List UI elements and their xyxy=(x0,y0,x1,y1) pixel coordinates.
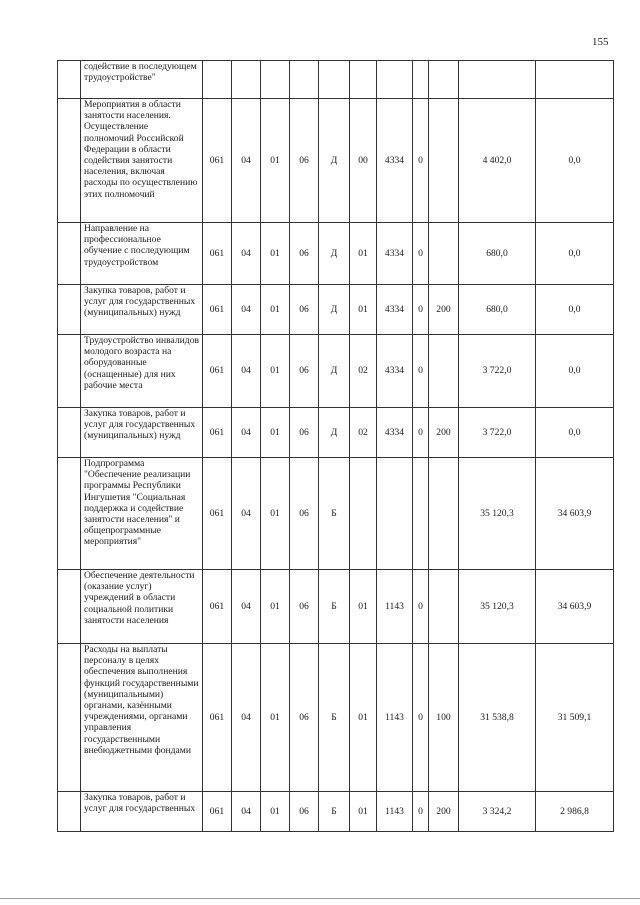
cell-grbs: 061 xyxy=(203,223,232,285)
cell-grbs xyxy=(203,61,232,99)
cell-vr xyxy=(429,570,459,644)
cell-sum1: 31 538,8 xyxy=(459,644,536,792)
cell-p1: 06 xyxy=(290,223,319,285)
blank-cell xyxy=(58,285,81,335)
cell-rz: 04 xyxy=(232,570,261,644)
cell-sum1: 680,0 xyxy=(459,285,536,335)
table-row xyxy=(58,644,614,792)
cell-sum2: 0,0 xyxy=(536,99,614,223)
cell-sum1: 3 722,0 xyxy=(459,335,536,408)
table-row xyxy=(58,570,614,644)
cell-name: Подпрограмма "Обеспечение реализации программы Республики Ингушетия "Социальная поддержка и содействие занятости населения" и общепрограммные мероприятия" xyxy=(81,458,203,570)
cell-p4: 4334 xyxy=(377,408,413,458)
cell-p5 xyxy=(413,458,429,570)
cell-grbs: 061 xyxy=(203,570,232,644)
cell-p4: 4334 xyxy=(377,285,413,335)
cell-rz: 04 xyxy=(232,792,261,832)
cell-p2 xyxy=(319,61,350,99)
table-row xyxy=(58,335,614,408)
cell-vr: 200 xyxy=(429,792,459,832)
cell-p1: 06 xyxy=(290,285,319,335)
cell-p2: Д xyxy=(319,223,350,285)
cell-pr: 01 xyxy=(261,644,290,792)
cell-sum1: 4 402,0 xyxy=(459,99,536,223)
table-row xyxy=(58,99,614,223)
cell-pr xyxy=(261,61,290,99)
cell-vr xyxy=(429,61,459,99)
cell-grbs: 061 xyxy=(203,285,232,335)
table-row xyxy=(58,458,614,570)
cell-p3: 01 xyxy=(350,792,377,832)
cell-sum1 xyxy=(459,61,536,99)
table-row xyxy=(58,223,614,285)
cell-rz xyxy=(232,61,261,99)
blank-cell xyxy=(58,644,81,792)
cell-p2: Б xyxy=(319,458,350,570)
cell-sum2: 0,0 xyxy=(536,285,614,335)
cell-p3: 01 xyxy=(350,644,377,792)
cell-sum2: 31 509,1 xyxy=(536,644,614,792)
cell-name: Обеспечение деятельности (оказание услуг) учреждений в области социальной политики занятости населения xyxy=(81,570,203,644)
cell-rz: 04 xyxy=(232,408,261,458)
cell-p2: Д xyxy=(319,335,350,408)
cell-sum1: 35 120,3 xyxy=(459,570,536,644)
cell-p3: 01 xyxy=(350,285,377,335)
cell-p3: 02 xyxy=(350,335,377,408)
cell-p1 xyxy=(290,61,319,99)
cell-p2: Б xyxy=(319,570,350,644)
page-bottom-rule xyxy=(0,898,640,899)
cell-p1: 06 xyxy=(290,792,319,832)
blank-cell xyxy=(58,335,81,408)
cell-p1: 06 xyxy=(290,408,319,458)
cell-sum1: 680,0 xyxy=(459,223,536,285)
cell-p1: 06 xyxy=(290,644,319,792)
cell-p3: 00 xyxy=(350,99,377,223)
cell-sum2 xyxy=(536,61,614,99)
cell-p5: 0 xyxy=(413,408,429,458)
cell-pr: 01 xyxy=(261,408,290,458)
cell-p1: 06 xyxy=(290,570,319,644)
cell-p2: Б xyxy=(319,644,350,792)
cell-p5 xyxy=(413,61,429,99)
cell-pr: 01 xyxy=(261,570,290,644)
cell-sum1: 3 722,0 xyxy=(459,408,536,458)
cell-sum2: 34 603,9 xyxy=(536,458,614,570)
cell-sum2: 0,0 xyxy=(536,335,614,408)
cell-pr: 01 xyxy=(261,792,290,832)
cell-sum1: 3 324,2 xyxy=(459,792,536,832)
cell-name: Закупка товаров, работ и услуг для государственных (муниципальных) нужд xyxy=(81,285,203,335)
cell-pr: 01 xyxy=(261,99,290,223)
cell-name: Трудоустройство инвалидов молодого возраста на оборудованные (оснащенные) для них рабочие места xyxy=(81,335,203,408)
cell-p4: 1143 xyxy=(377,570,413,644)
cell-vr: 200 xyxy=(429,408,459,458)
cell-p5: 0 xyxy=(413,792,429,832)
cell-p1: 06 xyxy=(290,335,319,408)
cell-p2: Б xyxy=(319,792,350,832)
cell-p1: 06 xyxy=(290,458,319,570)
cell-p4 xyxy=(377,61,413,99)
cell-p3: 01 xyxy=(350,570,377,644)
cell-pr: 01 xyxy=(261,335,290,408)
cell-rz: 04 xyxy=(232,99,261,223)
cell-p4: 1143 xyxy=(377,644,413,792)
cell-rz: 04 xyxy=(232,458,261,570)
cell-p2: Д xyxy=(319,99,350,223)
cell-vr: 200 xyxy=(429,285,459,335)
page-number: 155 xyxy=(592,36,609,48)
cell-vr xyxy=(429,335,459,408)
table-row xyxy=(58,408,614,458)
cell-p5: 0 xyxy=(413,99,429,223)
cell-name: Мероприятия в области занятости населения. Осуществление полномочий Российской Федерации в области содействия занятости населения, включая расходы по осуществлению этих полномочий xyxy=(81,99,203,223)
cell-rz: 04 xyxy=(232,644,261,792)
cell-grbs: 061 xyxy=(203,335,232,408)
table-row xyxy=(58,792,614,832)
cell-sum2: 34 603,9 xyxy=(536,570,614,644)
cell-name: Расходы на выплаты персоналу в целях обеспечения выполнения функций государственными (муниципальными) органами, казёнными учреждениями, органами управления государственными внебюджетными фондами xyxy=(81,644,203,792)
cell-p5: 0 xyxy=(413,335,429,408)
cell-p5: 0 xyxy=(413,644,429,792)
blank-cell xyxy=(58,792,81,832)
cell-vr xyxy=(429,99,459,223)
cell-name: содействие в последующем трудоустройстве" xyxy=(81,61,203,99)
cell-grbs: 061 xyxy=(203,644,232,792)
cell-rz: 04 xyxy=(232,223,261,285)
cell-rz: 04 xyxy=(232,285,261,335)
cell-rz: 04 xyxy=(232,335,261,408)
cell-sum2: 0,0 xyxy=(536,408,614,458)
cell-sum2: 0,0 xyxy=(536,223,614,285)
blank-cell xyxy=(58,570,81,644)
cell-name: Закупка товаров, работ и услуг для государственных (муниципальных) нужд xyxy=(81,408,203,458)
cell-p4: 4334 xyxy=(377,99,413,223)
cell-sum1: 35 120,3 xyxy=(459,458,536,570)
cell-p3 xyxy=(350,61,377,99)
cell-grbs: 061 xyxy=(203,408,232,458)
cell-p1: 06 xyxy=(290,99,319,223)
cell-p5: 0 xyxy=(413,285,429,335)
budget-table xyxy=(57,60,614,832)
blank-cell xyxy=(58,223,81,285)
cell-grbs: 061 xyxy=(203,99,232,223)
cell-p3 xyxy=(350,458,377,570)
table-row xyxy=(58,61,614,99)
blank-cell xyxy=(58,458,81,570)
cell-grbs: 061 xyxy=(203,792,232,832)
cell-vr xyxy=(429,458,459,570)
table-row xyxy=(58,285,614,335)
cell-name: Направление на профессиональное обучение с последующим трудоустройством xyxy=(81,223,203,285)
blank-cell xyxy=(58,408,81,458)
cell-p4: 1143 xyxy=(377,792,413,832)
cell-p2: Д xyxy=(319,285,350,335)
cell-name: Закупка товаров, работ и услуг для государственных xyxy=(81,792,203,832)
blank-cell xyxy=(58,99,81,223)
cell-p5: 0 xyxy=(413,570,429,644)
cell-p4: 4334 xyxy=(377,223,413,285)
cell-pr: 01 xyxy=(261,458,290,570)
cell-p4: 4334 xyxy=(377,335,413,408)
cell-pr: 01 xyxy=(261,285,290,335)
cell-p3: 02 xyxy=(350,408,377,458)
cell-pr: 01 xyxy=(261,223,290,285)
cell-p3: 01 xyxy=(350,223,377,285)
cell-p2: Д xyxy=(319,408,350,458)
cell-p4 xyxy=(377,458,413,570)
blank-cell xyxy=(58,61,81,99)
cell-vr: 100 xyxy=(429,644,459,792)
cell-vr xyxy=(429,223,459,285)
cell-p5: 0 xyxy=(413,223,429,285)
cell-sum2: 2 986,8 xyxy=(536,792,614,832)
cell-grbs: 061 xyxy=(203,458,232,570)
